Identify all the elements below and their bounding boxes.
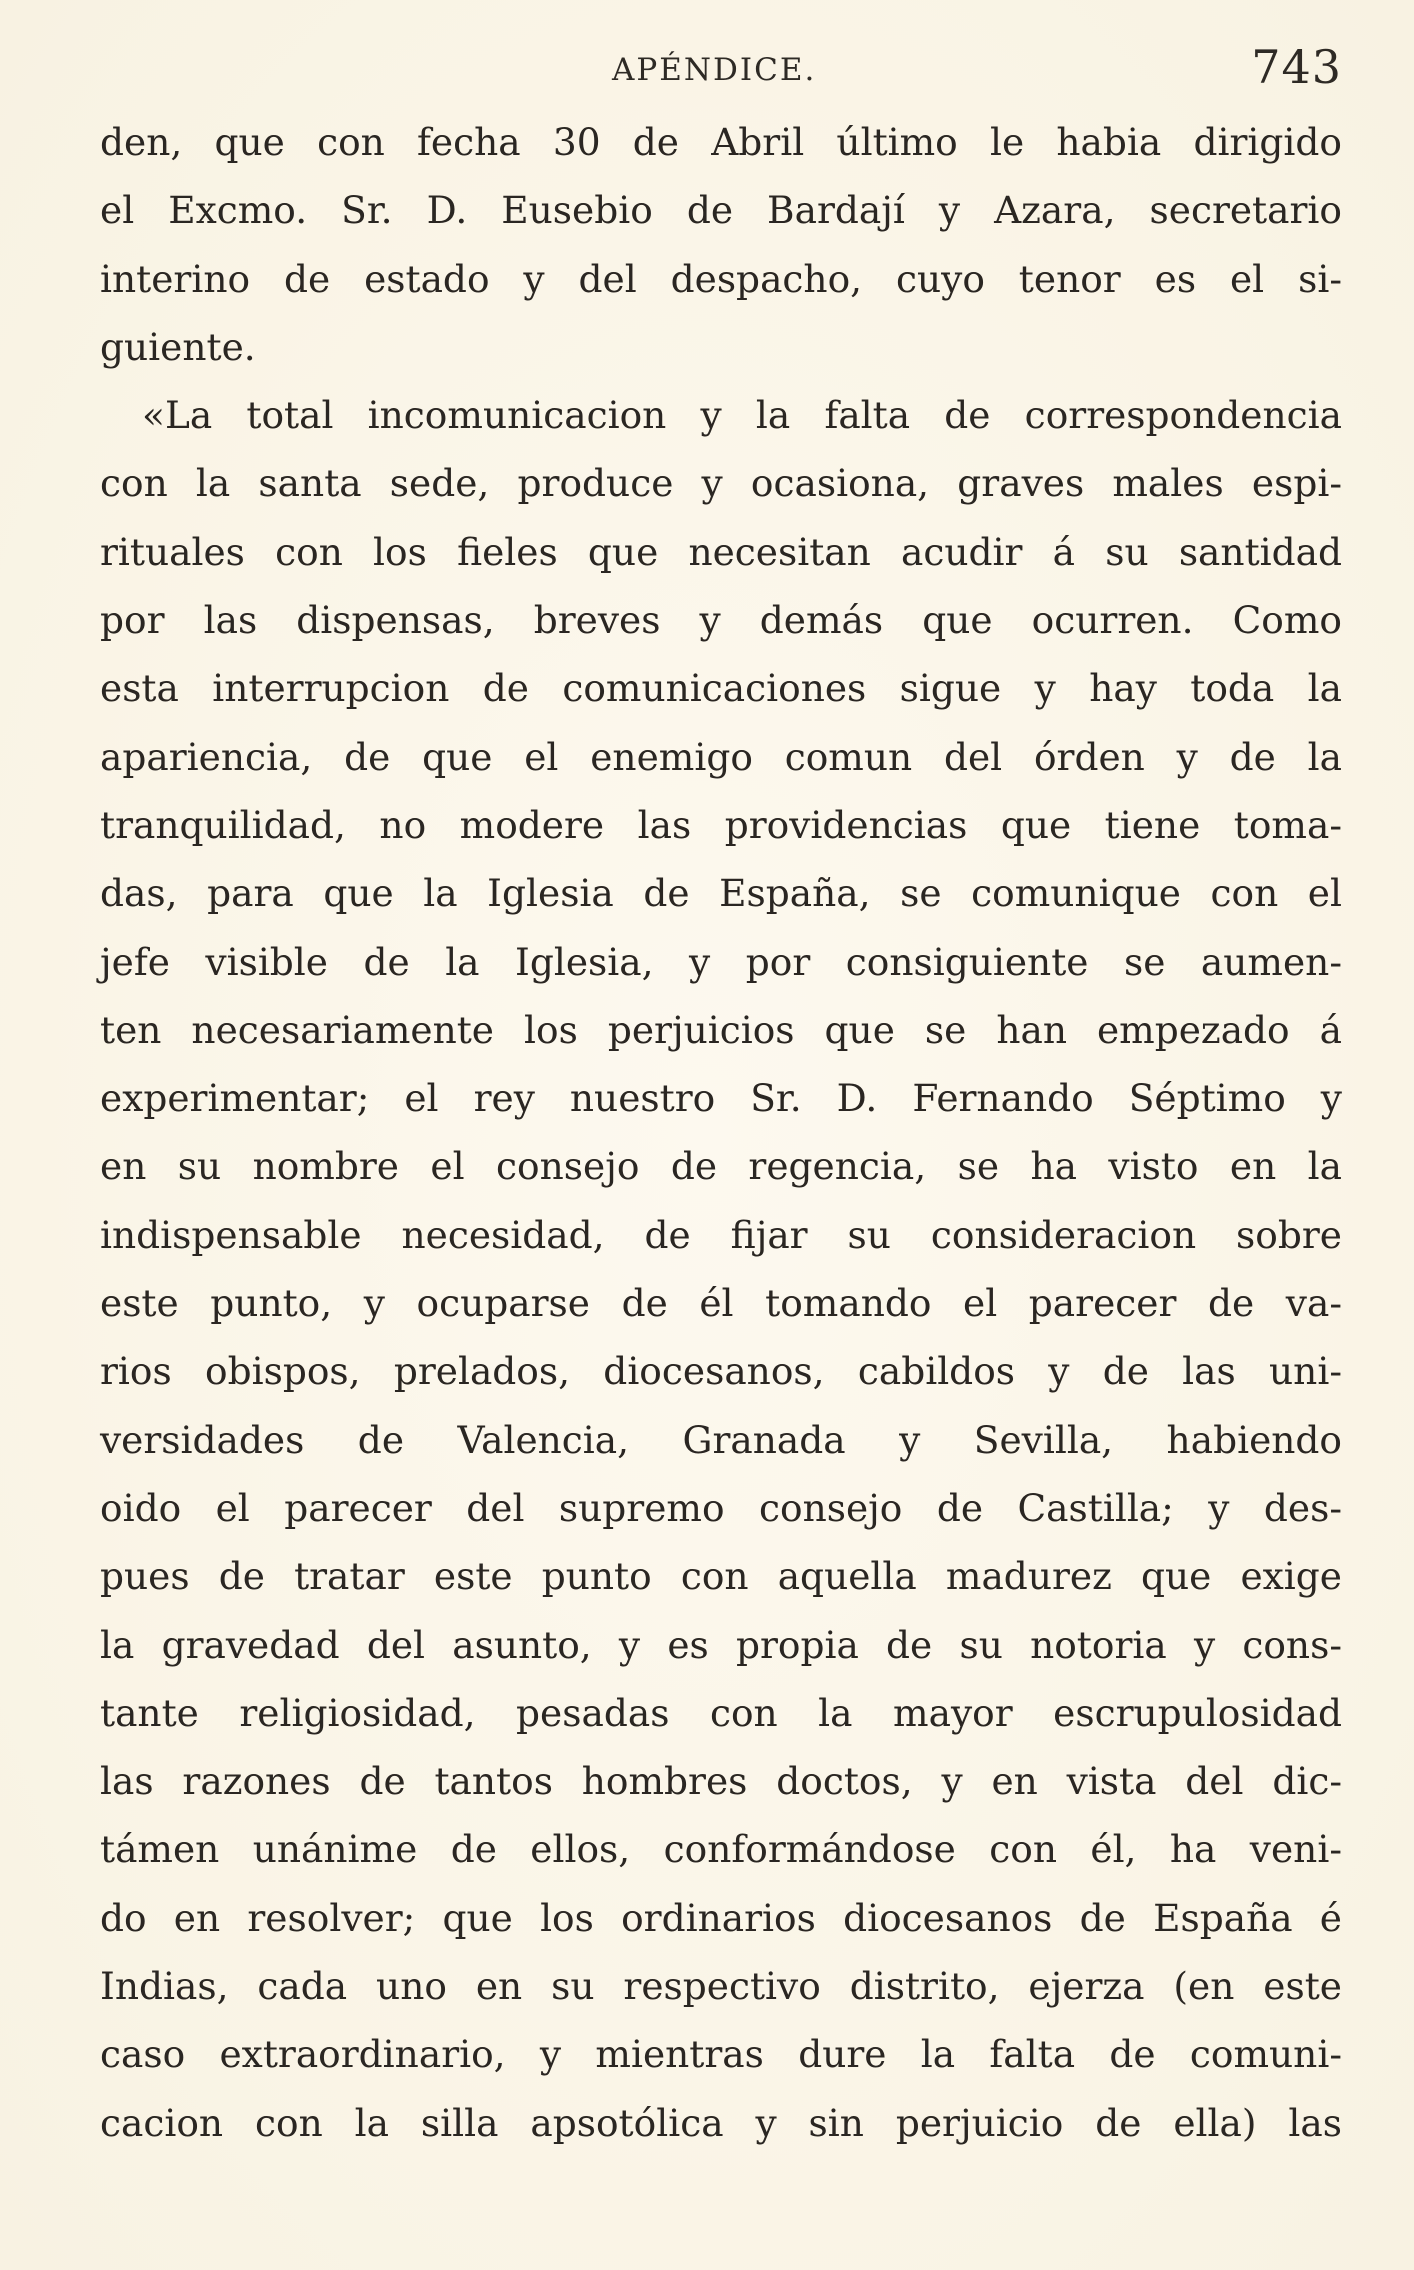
text-line: pues de tratar este punto con aquella madurez que exige <box>100 1554 1342 1599</box>
text-line: en su nombre el consejo de regencia, se ha visto en la <box>100 1144 1342 1189</box>
text-line: guiente. <box>100 324 256 369</box>
text-line: versidades de Valencia, Granada y Sevilla, habiendo <box>100 1417 1342 1462</box>
text-line: tranquilidad, no modere las providencias que tiene toma- <box>100 802 1342 847</box>
text-line: ten necesariamente los perjuicios que se han empezado á <box>100 1007 1342 1052</box>
running-title: APÉNDICE. <box>612 52 817 88</box>
text-line: esta interrupcion de comunicaciones sigue y hay toda la <box>100 666 1342 711</box>
text-line: rios obispos, prelados, diocesanos, cabildos y de las uni- <box>100 1349 1342 1394</box>
text-line: jefe visible de la Iglesia, y por consiguiente se aumen- <box>100 939 1342 984</box>
text-line: cacion con la silla apsotólica y sin perjuicio de ella) las <box>100 2100 1342 2145</box>
running-head <box>0 40 1414 100</box>
text-line: por las dispensas, breves y demás que ocurren. Como <box>100 598 1342 643</box>
text-line: tante religiosidad, pesadas con la mayor escrupulosidad <box>100 1690 1342 1735</box>
text-line: indispensable necesidad, de fijar su consideracion sobre <box>100 1212 1342 1257</box>
page-number: 743 <box>1251 40 1342 94</box>
text-line: las razones de tantos hombres doctos, y en vista del dic- <box>100 1759 1342 1804</box>
text-line: este punto, y ocuparse de él tomando el parecer de va- <box>100 1281 1342 1326</box>
text-line: caso extraordinario, y mientras dure la falta de comuni- <box>100 2032 1342 2077</box>
text-line: támen unánime de ellos, conformándose con él, ha veni- <box>100 1827 1342 1872</box>
text-line: con la santa sede, produce y ocasiona, graves males espi- <box>100 461 1342 506</box>
text-line: den, que con fecha 30 de Abril último le habia dirigido <box>100 120 1342 164</box>
text-line: apariencia, de que el enemigo comun del órden y de la <box>100 734 1342 779</box>
text-line: el Excmo. Sr. D. Eusebio de Bardají y Azara, secretario <box>100 188 1342 233</box>
body-text <box>100 108 1342 2157</box>
text-line: oido el parecer del supremo consejo de Castilla; y des- <box>100 1485 1342 1530</box>
text-line: la gravedad del asunto, y es propia de su notoria y cons- <box>100 1622 1342 1667</box>
text-line: experimentar; el rey nuestro Sr. D. Fernando Séptimo y <box>100 1076 1342 1121</box>
text-line: rituales con los fieles que necesitan acudir á su santidad <box>100 529 1342 574</box>
text-line: «La total incomunicacion y la falta de correspondencia <box>142 393 1342 438</box>
text-line: do en resolver; que los ordinarios diocesanos de España é <box>100 1895 1342 1940</box>
text-line: interino de estado y del despacho, cuyo tenor es el si- <box>100 256 1342 301</box>
text-line: Indias, cada uno en su respectivo distrito, ejerza (en este <box>100 1964 1342 2009</box>
text-line: das, para que la Iglesia de España, se comunique con el <box>100 871 1342 916</box>
